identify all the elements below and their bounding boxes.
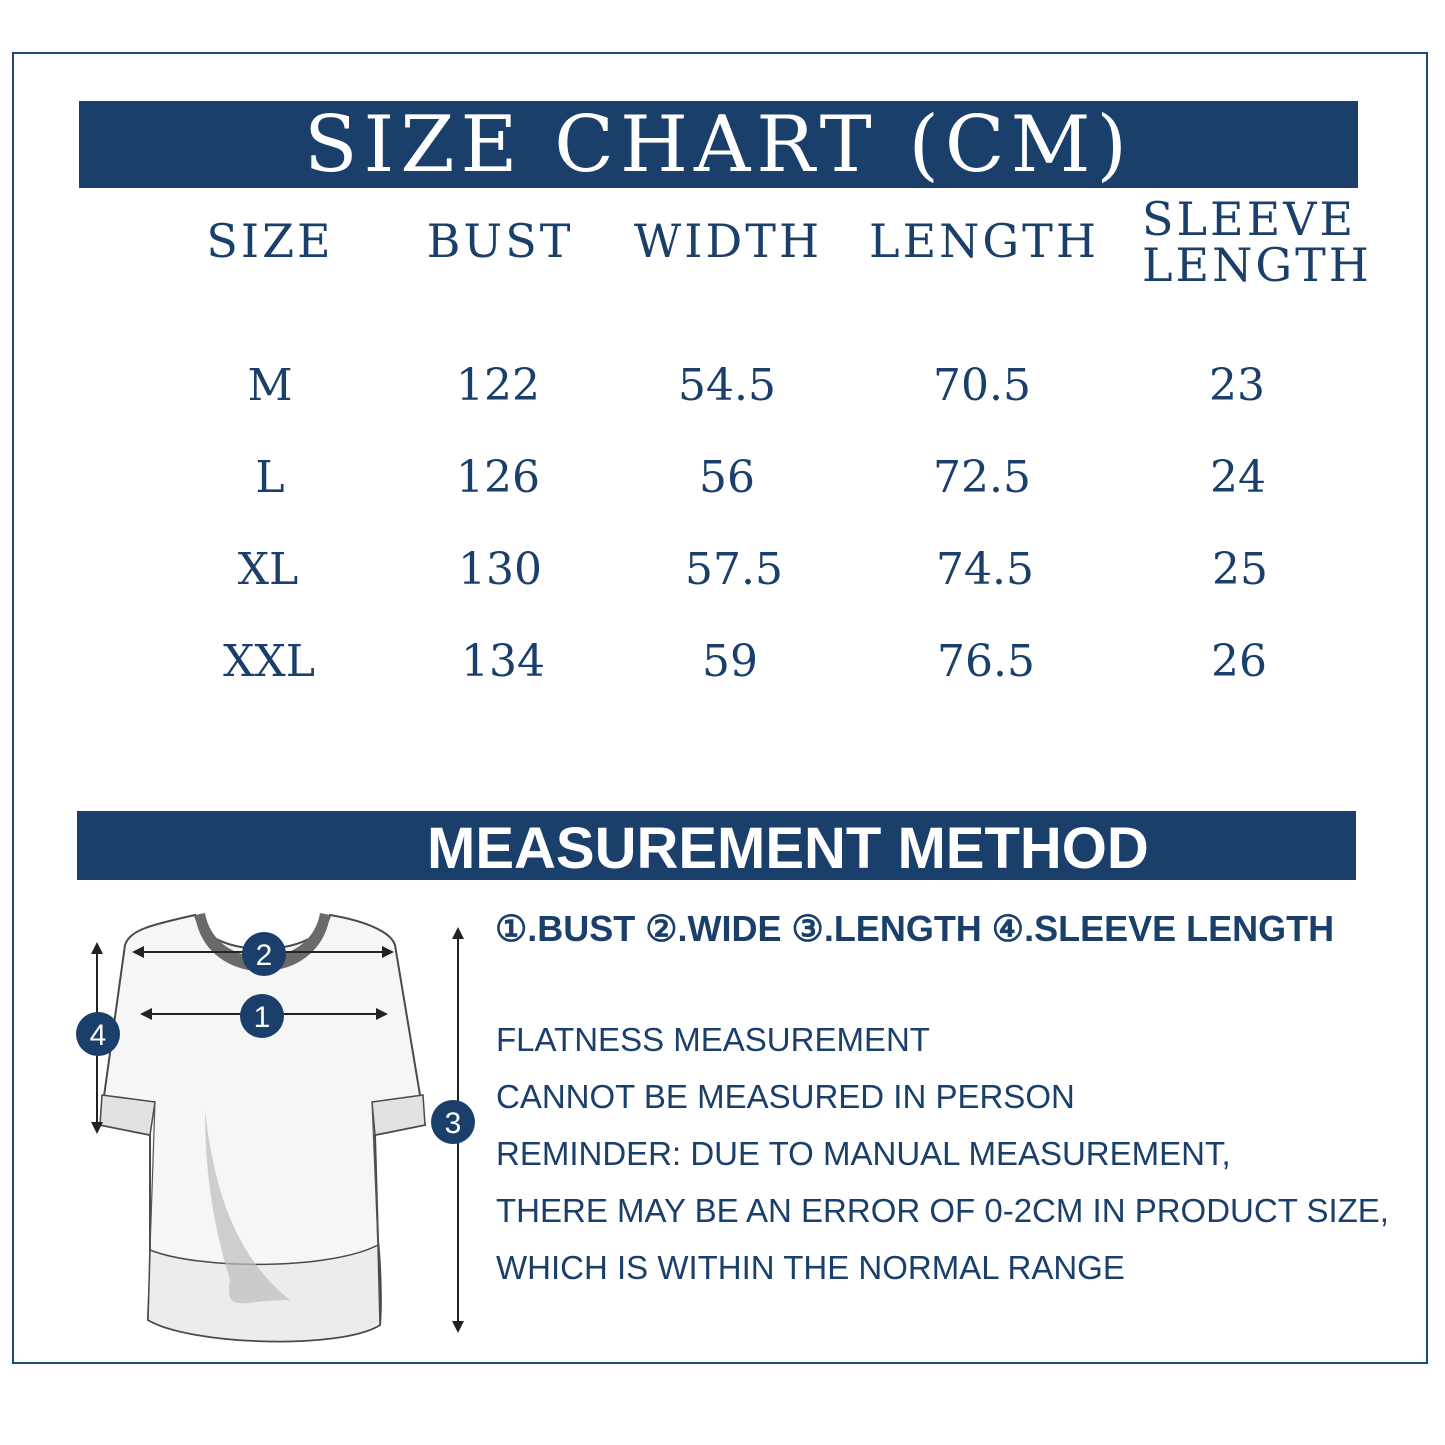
svg-text:2: 2 <box>255 939 273 972</box>
measurement-legend: ①.BUST ②.WIDE ③.LENGTH ④.SLEEVE LENGTH <box>495 908 1335 949</box>
cell-sleeve: 26 <box>1211 636 1267 687</box>
cell-bust: 122 <box>456 360 540 411</box>
header-length: LENGTH <box>869 214 1099 268</box>
tshirt-diagram-icon <box>60 900 490 1360</box>
note-line: REMINDER: DUE TO MANUAL MEASUREMENT, <box>496 1135 1231 1172</box>
cell-length: 72.5 <box>933 452 1031 503</box>
cell-length: 74.5 <box>936 544 1034 595</box>
cell-length: 76.5 <box>937 636 1035 687</box>
page-title: SIZE CHART (CM) <box>304 99 1133 190</box>
cell-bust: 126 <box>456 452 540 503</box>
title-banner <box>79 101 1358 188</box>
note-line: CANNOT BE MEASURED IN PERSON <box>496 1078 1075 1115</box>
header-bust: BUST <box>426 214 574 268</box>
cell-width: 59 <box>702 636 758 687</box>
header-sleeve-length: SLEEVE LENGTH <box>1142 192 1372 292</box>
measurement-notes <box>496 1011 1389 1296</box>
note-line: THERE MAY BE AN ERROR OF 0-2CM IN PRODUCT SIZE, <box>496 1192 1389 1229</box>
note-line: WHICH IS WITHIN THE NORMAL RANGE <box>496 1249 1125 1286</box>
note-line: FLATNESS MEASUREMENT <box>496 1021 930 1058</box>
header-width: WIDTH <box>633 214 823 268</box>
cell-width: 57.5 <box>685 544 783 595</box>
cell-width: 56 <box>699 452 755 503</box>
svg-text:4: 4 <box>89 1019 107 1052</box>
cell-bust: 134 <box>461 636 545 687</box>
cell-sleeve: 24 <box>1210 452 1266 503</box>
cell-size: L <box>255 452 285 503</box>
cell-size: M <box>247 360 293 411</box>
cell-bust: 130 <box>458 544 542 595</box>
svg-text:3: 3 <box>444 1107 462 1140</box>
cell-sleeve: 23 <box>1209 360 1265 411</box>
header-size: SIZE <box>206 214 334 268</box>
method-banner <box>77 811 1356 880</box>
cell-size: XL <box>237 544 299 595</box>
cell-sleeve: 25 <box>1212 544 1268 595</box>
cell-length: 70.5 <box>933 360 1031 411</box>
svg-text:1: 1 <box>253 1001 271 1034</box>
cell-size: XXL <box>223 636 315 687</box>
cell-width: 54.5 <box>678 360 776 411</box>
method-title: MEASUREMENT METHOD <box>427 816 1149 881</box>
